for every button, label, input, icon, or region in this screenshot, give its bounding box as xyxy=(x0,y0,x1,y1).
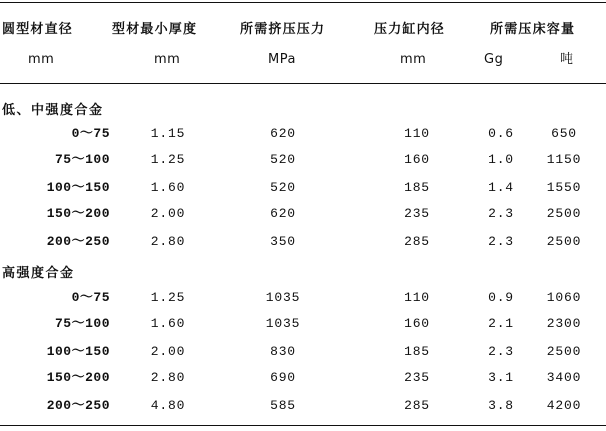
header-press-capacity: 所需压床容量 xyxy=(490,22,576,37)
header-divider-rule xyxy=(0,83,606,84)
cell-pressure: 620 xyxy=(270,206,296,221)
cell-pressure: 585 xyxy=(270,398,296,413)
header-diameter: 圆型材直径 xyxy=(2,22,74,37)
cell-capacity-gg: 2.3 xyxy=(488,344,514,359)
cell-capacity-gg: 0.9 xyxy=(488,290,514,305)
cell-diameter: 200～250 xyxy=(46,398,110,413)
cell-diameter: 75～100 xyxy=(54,316,110,331)
cell-capacity-gg: 1.4 xyxy=(488,180,514,195)
group-label: 高强度合金 xyxy=(2,266,75,281)
cell-capacity-gg: 3.1 xyxy=(488,370,514,385)
header-min-thickness: 型材最小厚度 xyxy=(112,22,198,37)
cell-thickness: 1.15 xyxy=(150,126,186,141)
cell-bore: 110 xyxy=(404,290,430,305)
cell-bore: 285 xyxy=(404,234,430,249)
cell-bore: 185 xyxy=(404,344,430,359)
cell-capacity-ton: 2500 xyxy=(546,344,582,359)
cell-pressure: 520 xyxy=(270,152,296,167)
cell-bore: 160 xyxy=(404,316,430,331)
cell-thickness: 4.80 xyxy=(150,398,186,413)
cell-capacity-gg: 0.6 xyxy=(488,126,514,141)
unit-capacity-gg: Gg xyxy=(484,52,504,67)
group-label: 低、中强度合金 xyxy=(2,103,104,118)
cell-capacity-ton: 650 xyxy=(551,126,577,141)
cell-capacity-ton: 1550 xyxy=(546,180,582,195)
cell-bore: 160 xyxy=(404,152,430,167)
unit-cylinder-bore: mm xyxy=(400,52,427,67)
cell-bore: 285 xyxy=(404,398,430,413)
cell-thickness: 2.00 xyxy=(150,344,186,359)
unit-diameter: mm xyxy=(28,52,55,67)
cell-diameter: 0～75 xyxy=(71,126,110,141)
cell-capacity-gg: 2.3 xyxy=(488,206,514,221)
cell-thickness: 1.25 xyxy=(150,152,186,167)
cell-capacity-gg: 2.3 xyxy=(488,234,514,249)
cell-capacity-ton: 1060 xyxy=(546,290,582,305)
table-bottom-rule xyxy=(0,425,606,426)
cell-capacity-gg: 2.1 xyxy=(488,316,514,331)
cell-capacity-ton: 2300 xyxy=(546,316,582,331)
cell-pressure: 1035 xyxy=(265,290,301,305)
cell-bore: 235 xyxy=(404,206,430,221)
cell-capacity-ton: 1150 xyxy=(546,152,582,167)
unit-pressure: MPa xyxy=(268,52,296,67)
cell-capacity-ton: 3400 xyxy=(546,370,582,385)
cell-pressure: 520 xyxy=(270,180,296,195)
cell-bore: 110 xyxy=(404,126,430,141)
cell-thickness: 2.00 xyxy=(150,206,186,221)
cell-capacity-gg: 1.0 xyxy=(488,152,514,167)
unit-min-thickness: mm xyxy=(154,52,181,67)
cell-diameter: 100～150 xyxy=(46,344,110,359)
cell-diameter: 150～200 xyxy=(46,206,110,221)
cell-pressure: 830 xyxy=(270,344,296,359)
cell-bore: 235 xyxy=(404,370,430,385)
cell-diameter: 150～200 xyxy=(46,370,110,385)
header-cylinder-bore: 压力缸内径 xyxy=(374,22,446,37)
cell-thickness: 1.60 xyxy=(150,316,186,331)
cell-pressure: 350 xyxy=(270,234,296,249)
cell-thickness: 2.80 xyxy=(150,370,186,385)
cell-thickness: 1.25 xyxy=(150,290,186,305)
cell-thickness: 2.80 xyxy=(150,234,186,249)
cell-diameter: 200～250 xyxy=(46,234,110,249)
cell-bore: 185 xyxy=(404,180,430,195)
cell-thickness: 1.60 xyxy=(150,180,186,195)
cell-diameter: 100～150 xyxy=(46,180,110,195)
cell-pressure: 1035 xyxy=(265,316,301,331)
unit-capacity-ton: 吨 xyxy=(560,52,574,67)
cell-pressure: 690 xyxy=(270,370,296,385)
cell-diameter: 75～100 xyxy=(54,152,110,167)
cell-capacity-gg: 3.8 xyxy=(488,398,514,413)
cell-pressure: 620 xyxy=(270,126,296,141)
cell-capacity-ton: 2500 xyxy=(546,234,582,249)
header-pressure: 所需挤压压力 xyxy=(240,22,326,37)
cell-diameter: 0～75 xyxy=(71,290,110,305)
cell-capacity-ton: 2500 xyxy=(546,206,582,221)
table-top-rule xyxy=(0,2,606,3)
cell-capacity-ton: 4200 xyxy=(546,398,582,413)
